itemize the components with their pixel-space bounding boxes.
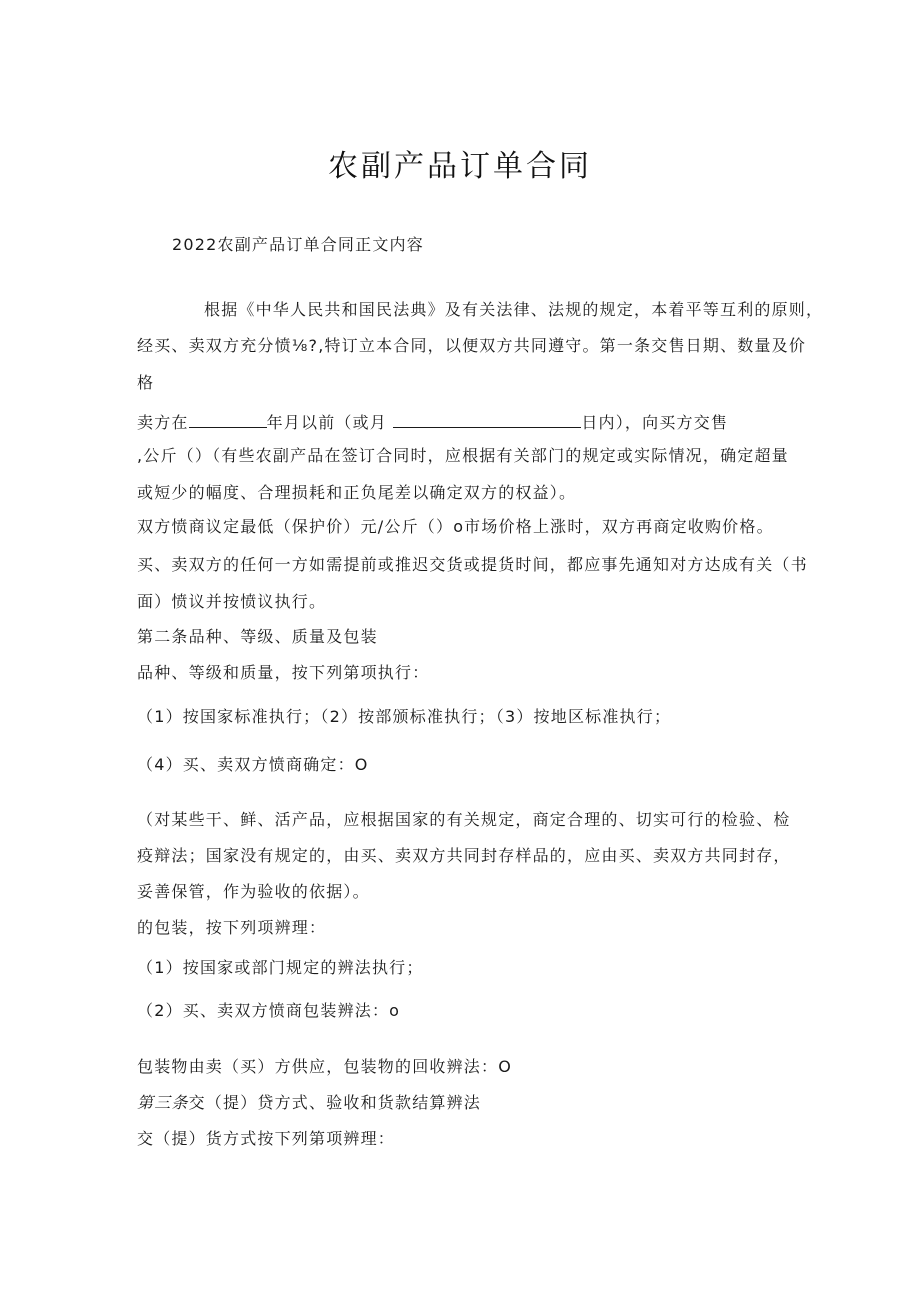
paragraph-line: 经买、卖双方充分愤⅛?,特订立本合同，以便双方共同遵守。第一条交售日期、数量及价 <box>137 336 807 355</box>
article-title: 交（提）贷方式、验收和货款结算辨法 <box>188 1093 482 1112</box>
paragraph-line: 妥善保管，作为验收的依据）。 <box>137 882 370 901</box>
paragraph-line: 包装物由卖（买）方供应，包装物的回收辨法：O <box>137 1057 512 1076</box>
paragraph-line-with-blanks <box>137 412 728 433</box>
paragraph-line: 的包装，按下列项辨理： <box>137 918 327 937</box>
fill-in-blank <box>393 412 581 428</box>
text-segment: 日内），向买方交售 <box>581 413 729 432</box>
paragraph-line: 品种、等级和质量，按下列第项执行： <box>137 663 430 682</box>
paragraph-line: 或短少的幅度、合理损耗和正负尾差以确定双方的权益）。 <box>137 483 577 502</box>
paragraph-line: 买、卖双方的任何一方如需提前或推迟交货或提货时间，都应事先通知对方达成有关（书 <box>137 555 808 574</box>
document-subtitle: 2022农副产品订单合同正文内容 <box>172 235 424 254</box>
paragraph-line: 双方愤商议定最低（保护价）元/公斤（）o市场价格上涨时，双方再商定收购价格。 <box>137 517 774 536</box>
paragraph-line: 根据《中华人民共和国民法典》及有关法律、法规的规定，本着平等互利的原则， <box>204 300 824 319</box>
list-line: （2）买、卖双方愤商包装辨法：o <box>137 1001 401 1020</box>
paragraph-line: 格 <box>137 373 155 392</box>
paragraph-line: ,公斤（）（有些农副产品在签订合同时，应根据有关部门的规定或实际情况，确定超量 <box>137 446 789 465</box>
text-segment: 卖方在 <box>137 413 189 432</box>
text-segment: 年月以前（或月 <box>266 413 388 432</box>
list-line: （4）买、卖双方愤商确定：O <box>137 755 369 774</box>
paragraph-line: 疫辩法；国家没有规定的，由买、卖双方共同封存样品的，应由买、卖双方共同封存， <box>137 846 791 865</box>
section-heading <box>137 1093 481 1113</box>
paragraph-line: （对某些干、鲜、活产品，应根据国家的有关规定，商定合理的、切实可行的检验、检 <box>137 810 791 829</box>
paragraph-line: 面）愤议并按愤议执行。 <box>137 592 327 611</box>
document-title: 农副产品订单合同 <box>328 149 592 184</box>
list-line: （1）按国家标准执行；（2）按部颁标准执行；（3）按地区标准执行； <box>137 707 672 726</box>
list-line: （1）按国家或部门规定的辨法执行； <box>137 958 424 977</box>
section-heading: 第二条品种、等级、质量及包装 <box>137 627 378 646</box>
paragraph-line: 交（提）货方式按下列第项辨理： <box>137 1129 396 1148</box>
article-number: 第三条 <box>137 1093 189 1112</box>
fill-in-blank <box>189 412 267 428</box>
